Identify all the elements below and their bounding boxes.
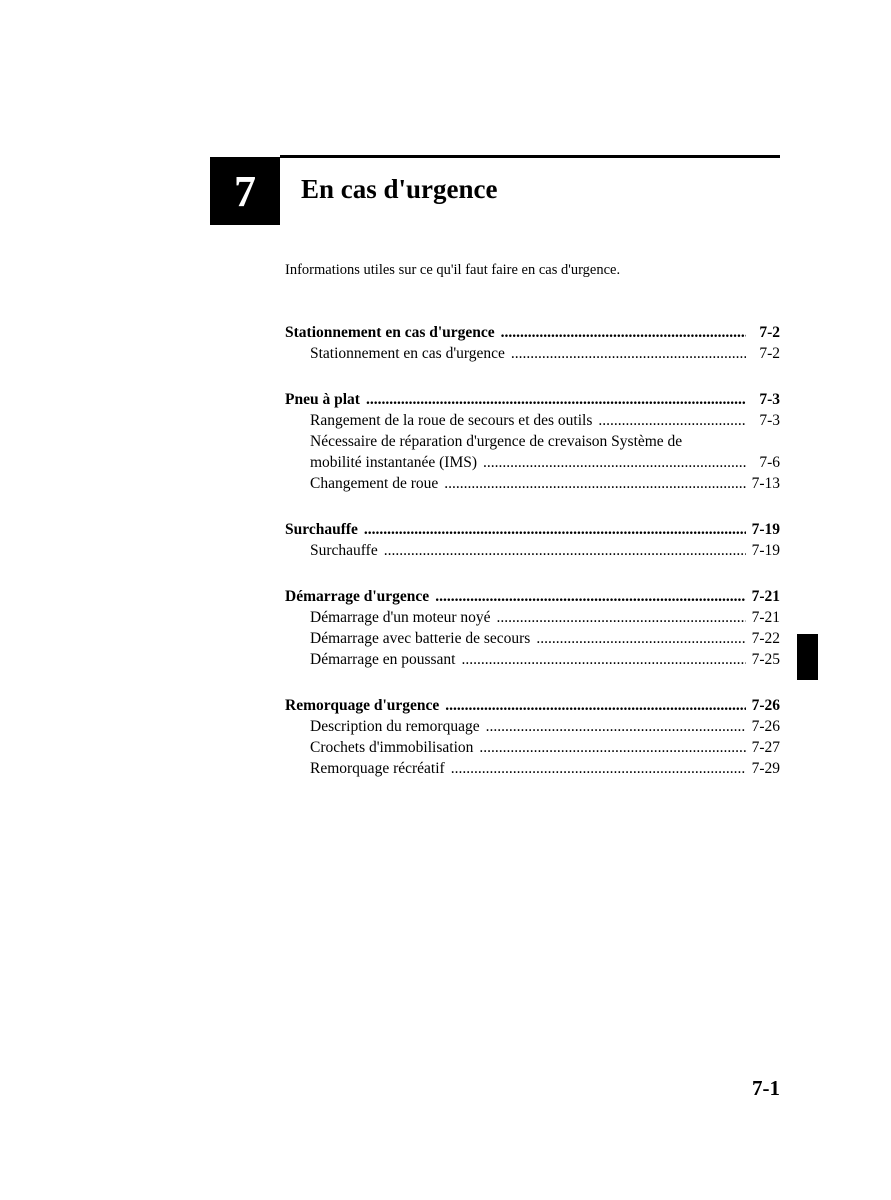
- chapter-number: 7: [234, 166, 256, 216]
- toc-entry-page: 7-26: [751, 697, 780, 714]
- toc-entry-main[interactable]: [285, 519, 780, 540]
- toc-entry-title: Surchauffe: [310, 542, 378, 559]
- toc-leader-dots: [598, 410, 746, 431]
- toc-entry-title-line1[interactable]: Nécessaire de réparation d'urgence de crevaison Système de: [310, 433, 683, 450]
- toc-leader-dots: [486, 716, 746, 737]
- toc-entry-title: Démarrage en poussant: [310, 651, 456, 668]
- chapter-intro: Informations utiles sur ce qu'il faut faire en cas d'urgence.: [285, 262, 621, 278]
- toc-leader-dots: [444, 473, 745, 494]
- toc-leader-dots: [364, 519, 746, 540]
- toc-entry-page: 7-19: [751, 521, 780, 538]
- toc-entry-main[interactable]: [285, 389, 780, 410]
- toc-entry-page: 7-13: [751, 475, 780, 492]
- toc-entry-page: 7-25: [751, 651, 780, 668]
- chapter-thumb-tab: [797, 634, 818, 680]
- chapter-rule: [280, 155, 780, 158]
- toc-entry-page: 7-29: [751, 760, 780, 777]
- toc-leader-dots: [451, 758, 746, 779]
- toc-entry-page: 7-21: [751, 609, 780, 626]
- toc-entry-sub[interactable]: [285, 716, 780, 737]
- toc-leader-dots: [483, 452, 746, 473]
- toc-leader-dots: [479, 737, 745, 758]
- toc-entry-title: Remorquage récréatif: [310, 760, 445, 777]
- toc-entry-sub[interactable]: [285, 607, 780, 628]
- toc-entry-page: 7-26: [751, 718, 780, 735]
- toc-leader-dots: [511, 343, 746, 364]
- table-of-contents: [285, 322, 780, 804]
- toc-entry-sub[interactable]: [285, 737, 780, 758]
- toc-entry-title: Remorquage d'urgence: [285, 697, 440, 714]
- toc-entry-sub[interactable]: [285, 540, 780, 561]
- toc-section-remorquage: [285, 695, 780, 779]
- toc-entry-title: Stationnement en cas d'urgence: [285, 324, 495, 341]
- toc-entry-page: 7-19: [751, 542, 780, 559]
- toc-entry-main[interactable]: [285, 586, 780, 607]
- toc-leader-dots: [497, 607, 746, 628]
- toc-entry-page: 7-21: [751, 588, 780, 605]
- toc-entry-page: 7-3: [759, 391, 780, 408]
- toc-section-surchauffe: [285, 519, 780, 561]
- toc-entry-page: 7-22: [751, 630, 780, 647]
- toc-section-pneu: [285, 389, 780, 494]
- chapter-title: En cas d'urgence: [301, 174, 498, 204]
- toc-entry-sub[interactable]: [285, 628, 780, 649]
- toc-entry-title: Description du remorquage: [310, 718, 480, 735]
- toc-entry-title: Démarrage d'un moteur noyé: [310, 609, 491, 626]
- chapter-number-box: [210, 157, 280, 225]
- toc-leader-dots: [366, 389, 746, 410]
- toc-entry-title: Crochets d'immobilisation: [310, 739, 474, 756]
- toc-leader-dots: [536, 628, 745, 649]
- toc-entry-page: 7-3: [759, 412, 780, 429]
- toc-entry-title: mobilité instantanée (IMS): [310, 454, 478, 471]
- toc-entry-title: Démarrage avec batterie de secours: [310, 630, 531, 647]
- toc-entry-page: 7-2: [759, 324, 780, 341]
- toc-section-demarrage: [285, 586, 780, 670]
- toc-leader-dots: [445, 695, 745, 716]
- toc-entry-title: Changement de roue: [310, 475, 439, 492]
- toc-entry-sub[interactable]: [285, 473, 780, 494]
- toc-entry-sub[interactable]: [285, 452, 780, 473]
- toc-entry-title: Rangement de la roue de secours et des outils: [310, 412, 593, 429]
- toc-leader-dots: [435, 586, 745, 607]
- toc-leader-dots: [384, 540, 746, 561]
- toc-entry-sub[interactable]: [285, 343, 780, 364]
- toc-entry-page: 7-2: [759, 345, 780, 362]
- toc-entry-sub[interactable]: [285, 758, 780, 779]
- toc-entry-title: Surchauffe: [285, 521, 358, 538]
- toc-entry-main[interactable]: [285, 322, 780, 343]
- toc-entry-title: Stationnement en cas d'urgence: [310, 345, 505, 362]
- toc-entry-page: 7-27: [751, 739, 780, 756]
- toc-entry-main[interactable]: [285, 695, 780, 716]
- toc-section-stationnement: [285, 322, 780, 364]
- toc-leader-dots: [461, 649, 745, 670]
- toc-leader-dots: [501, 322, 746, 343]
- toc-entry-title: Pneu à plat: [285, 391, 360, 408]
- page-number: 7-1: [752, 1076, 780, 1100]
- toc-entry-sub[interactable]: [285, 649, 780, 670]
- toc-entry-title: Démarrage d'urgence: [285, 588, 430, 605]
- toc-entry-sub[interactable]: [285, 410, 780, 431]
- toc-entry-page: 7-6: [759, 454, 780, 471]
